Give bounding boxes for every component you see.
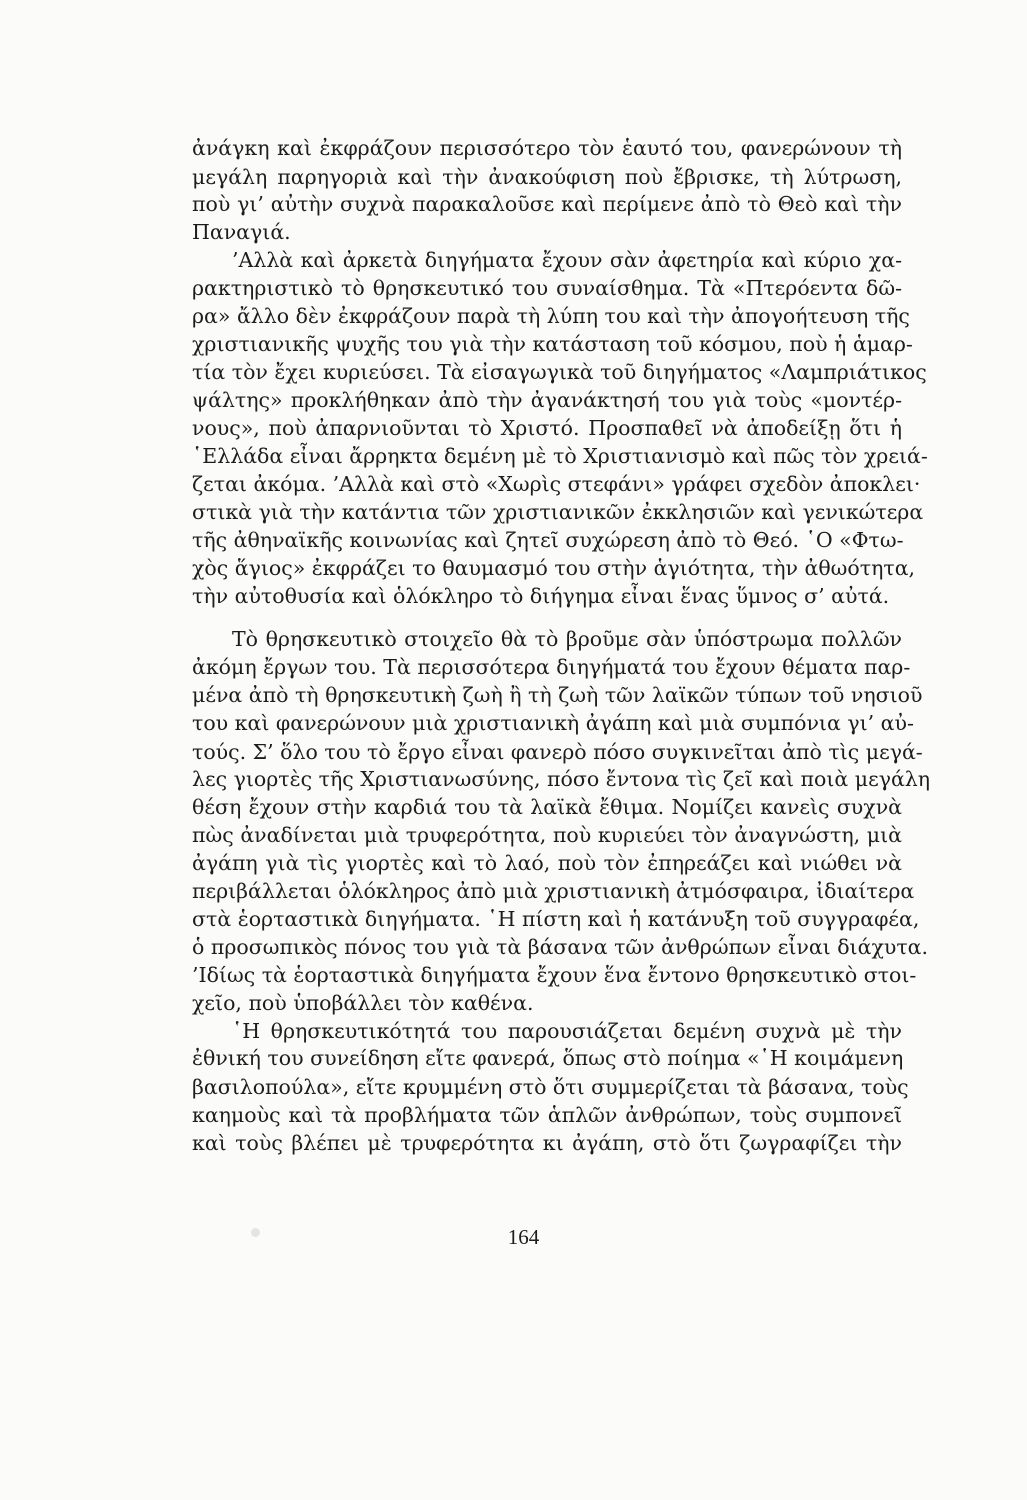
- text-line: τία τὸν ἔχει κυριεύσει. Τὰ εἰσαγωγικὰ τοῦ διηγήματος «Λαμπριάτικος: [192, 360, 927, 384]
- text-line: ρακτηριστικὸ τὸ θρησκευτικό του συναίσθημα. Τὰ «Πτερόεντα δῶ-: [192, 276, 902, 300]
- text-line: ἀνάγκη καὶ ἐκφράζουν περισσότερο τὸν ἑαυτό του, φανερώνουν τὴ: [192, 136, 902, 160]
- text-line: νους», ποὺ ἀπαρνιοῦνται τὸ Χριστό. Προσπαθεῖ νὰ ἀποδείξῃ ὅτι ἡ: [192, 416, 902, 440]
- text-line: τὴν αὐτοθυσία καὶ ὁλόκληρο τὸ διήγημα εἶναι ἕνας ὕμνος σ’ αὐτά.: [192, 584, 890, 608]
- text-line: ὁ προσωπικὸς πόνος του γιὰ τὰ βάσανα τῶν ἀνθρώπων εἶναι διάχυτα.: [192, 935, 929, 959]
- text-line: μεγάλη παρηγοριὰ καὶ τὴν ἀνακούφιση ποὺ ἔβρισκε, τὴ λύτρωση,: [192, 165, 902, 189]
- page-number: 164: [507, 1225, 540, 1249]
- text-line: χριστιανικῆς ψυχῆς του γιὰ τὴν κατάσταση τοῦ κόσμου, ποὺ ἡ ἁμαρ-: [192, 332, 913, 356]
- text-line: χὸς ἅγιος» ἐκφράζει το θαυμασμό του στὴν ἁγιότητα, τὴν ἀθωότητα,: [192, 556, 916, 580]
- text-line: περιβάλλεται ὁλόκληρος ἀπὸ μιὰ χριστιανικὴ ἀτμόσφαιρα, ἰδιαίτερα: [192, 879, 915, 903]
- text-line: θέση ἔχουν στὴν καρδιά του τὰ λαϊκὰ ἔθιμα. Νομίζει κανεὶς συχνὰ: [192, 795, 902, 819]
- text-line: καημοὺς καὶ τὰ προβλήματα τῶν ἁπλῶν ἀνθρώπων, τοὺς συμπονεῖ: [192, 1103, 902, 1127]
- text-line: ἐθνική του συνείδηση εἴτε φανερά, ὅπως στὸ ποίημα «῾Η κοιμάμενη: [192, 1046, 904, 1070]
- text-line: ρα» ἄλλο δὲν ἐκφράζουν παρὰ τὴ λύπη του καὶ τὴν ἀπογοήτευση τῆς: [192, 304, 910, 328]
- text-line: στικὰ γιὰ τὴν κατάντια τῶν χριστιανικῶν ἐκκλησιῶν καὶ γενικώτερα: [192, 500, 924, 524]
- text-line: τούς. Σ’ ὅλο του τὸ ἔργο εἶναι φανερὸ πόσο συγκινεῖται ἀπὸ τὶς μεγά-: [192, 740, 923, 764]
- text-line: καὶ τοὺς βλέπει μὲ τρυφερότητα κι ἀγάπη, στὸ ὅτι ζωγραφίζει τὴν: [192, 1131, 902, 1155]
- text-line: πὼς ἀναδίνεται μιὰ τρυφερότητα, ποὺ κυριεύει τὸν ἀναγνώστη, μιὰ: [192, 823, 902, 847]
- text-line: ποὺ γι’ αὐτὴν συχνὰ παρακαλοῦσε καὶ περίμενε ἀπὸ τὸ Θεὸ καὶ τὴν: [192, 192, 902, 216]
- text-line: τῆς ἀθηναϊκῆς κοινωνίας καὶ ζητεῖ συχώρεση ἀπὸ τὸ Θεό. ῾Ο «Φτω-: [192, 528, 904, 552]
- text-line: ’Ιδίως τὰ ἑορταστικὰ διηγήματα ἔχουν ἕνα ἔντονο θρησκευτικὸ στοι-: [192, 963, 917, 987]
- text-line: ’Αλλὰ καὶ ἀρκετὰ διηγήματα ἔχουν σὰν ἀφετηρία καὶ κύριο χα-: [232, 248, 902, 272]
- text-line: ῾Ελλάδα εἶναι ἄρρηκτα δεμένη μὲ τὸ Χριστιανισμὸ καὶ πῶς τὸν χρειά-: [192, 444, 928, 468]
- text-line: ζεται ἀκόμα. ’Αλλὰ καὶ στὸ «Χωρὶς στεφάνι» γράφει σχεδὸν ἀποκλει·: [192, 472, 921, 496]
- text-line: βασιλοπούλα», εἴτε κρυμμένη στὸ ὅτι συμμερίζεται τὰ βάσανα, τοὺς: [192, 1075, 909, 1099]
- text-line: χεῖο, ποὺ ὑποβάλλει τὸν καθένα.: [192, 991, 534, 1015]
- text-line: Τὸ θρησκευτικὸ στοιχεῖο θὰ τὸ βροῦμε σὰν ὑπόστρωμα πολλῶν: [232, 627, 902, 651]
- text-line: ἀκόμη ἔργων του. Τὰ περισσότερα διηγήματά του ἔχουν θέματα παρ-: [192, 655, 911, 679]
- text-line: του καὶ φανερώνουν μιὰ χριστιανικὴ ἀγάπη καὶ μιὰ συμπόνια γι’ αὐ-: [192, 711, 914, 735]
- text-line: Παναγιά.: [192, 220, 291, 244]
- text-line: μένα ἀπὸ τὴ θρησκευτικὴ ζωὴ ἢ τὴ ζωὴ τῶν λαϊκῶν τύπων τοῦ νησιοῦ: [192, 683, 923, 707]
- text-line: ῾Η θρησκευτικότητά του παρουσιάζεται δεμένη συχνὰ μὲ τὴν: [232, 1019, 902, 1043]
- text-line: λες γιορτὲς τῆς Χριστιανωσύνης, πόσο ἔντονα τὶς ζεῖ καὶ ποιὰ μεγάλη: [192, 767, 931, 791]
- text-line: ἀγάπη γιὰ τὶς γιορτὲς καὶ τὸ λαό, ποὺ τὸν ἐπηρεάζει καὶ νιώθει νὰ: [192, 851, 902, 875]
- text-line: στὰ ἑορταστικὰ διηγήματα. ῾Η πίστη καὶ ἡ κατάνυξη τοῦ συγγραφέα,: [192, 907, 920, 931]
- text-line: ψάλτης» προκλήθηκαν ἀπὸ τὴν ἀγανάκτησή του γιὰ τοὺς «μοντέρ-: [192, 388, 902, 412]
